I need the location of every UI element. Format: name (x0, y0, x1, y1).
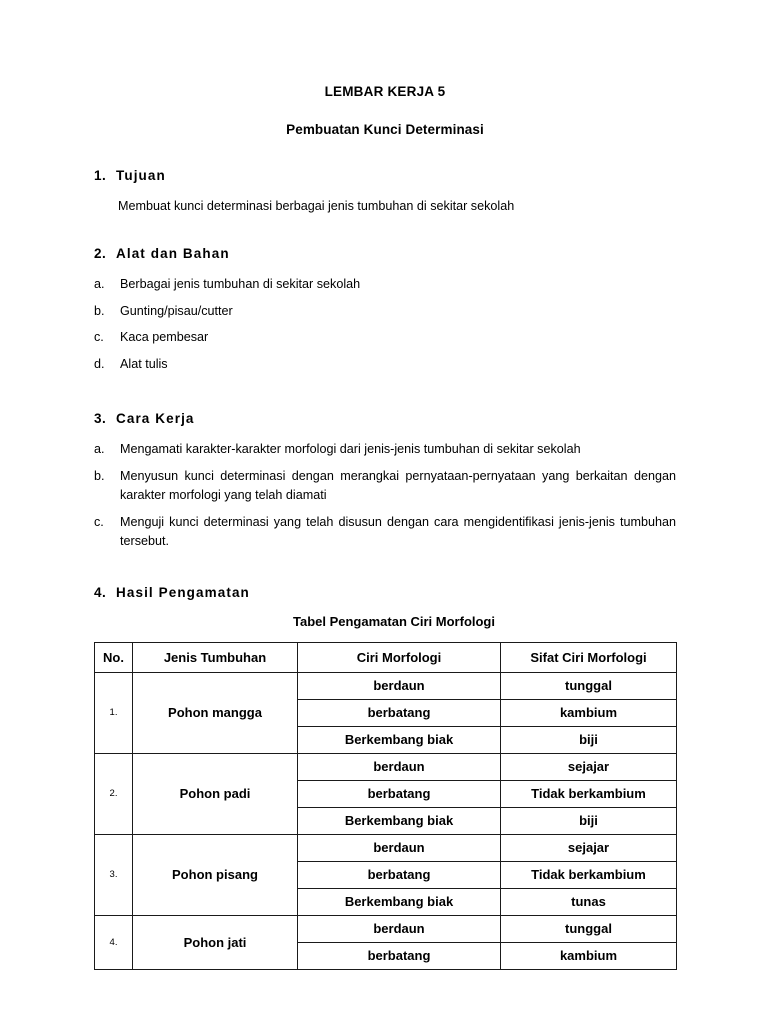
tujuan-paragraph: Membuat kunci determinasi berbagai jenis tumbuhan di sekitar sekolah (118, 199, 515, 214)
spacer (94, 216, 676, 246)
section-number: 3. (94, 411, 107, 427)
spacer (94, 559, 676, 585)
cell-ciri: berdaun (298, 915, 501, 942)
list-item-text: Kaca pembesar (120, 330, 209, 345)
cell-sifat: tunggal (501, 915, 677, 942)
cell-no: 4. (95, 915, 133, 969)
cell-ciri: berbatang (298, 861, 501, 888)
list-item-text: Menguji kunci determinasi yang telah disusun dengan cara mengidentifikasi jenis-jenis tumbuhan tersebut. (120, 514, 676, 549)
cell-plant-name: Pohon mangga (133, 672, 298, 753)
cell-plant-name: Pohon pisang (133, 834, 298, 915)
list-marker: a. (94, 442, 105, 457)
section-heading-tujuan (94, 168, 676, 183)
list-item-text: Mengamati karakter-karakter morfologi dari jenis-jenis tumbuhan di sekitar sekolah (120, 442, 581, 457)
column-header-sifat-ciri-morfologi: Sifat Ciri Morfologi (501, 642, 677, 672)
list-item (94, 302, 676, 322)
list-item (94, 275, 676, 295)
table-body (95, 672, 677, 969)
cell-ciri: Berkembang biak (298, 726, 501, 753)
list-item-text: Menyusun kunci determinasi dengan merangkai pernyataan-pernyataan yang berkaitan dengan karakter morfologi yang telah diamati (120, 468, 676, 503)
cell-sifat: kambium (501, 699, 677, 726)
materials-list (94, 275, 676, 374)
section-tujuan (94, 168, 676, 216)
cell-ciri: Berkembang biak (298, 888, 501, 915)
cell-sifat: Tidak berkambium (501, 780, 677, 807)
section-title: Hasil Pengamatan (116, 584, 250, 600)
cell-ciri: berdaun (298, 834, 501, 861)
cell-sifat: Tidak berkambium (501, 861, 677, 888)
table-row (95, 672, 677, 699)
section-number: 2. (94, 246, 107, 262)
table-header (95, 642, 677, 672)
cell-sifat: tunggal (501, 672, 677, 699)
table-row (95, 834, 677, 861)
cell-ciri: berdaun (298, 672, 501, 699)
cell-ciri: berbatang (298, 942, 501, 969)
section-heading-cara-kerja (94, 411, 676, 426)
section-hasil-pengamatan (94, 585, 676, 970)
table-header-row (95, 642, 677, 672)
list-item-text: Berbagai jenis tumbuhan di sekitar sekolah (120, 277, 361, 292)
section-title: Cara Kerja (116, 411, 195, 427)
column-header-ciri-morfologi: Ciri Morfologi (298, 642, 501, 672)
cell-sifat: biji (501, 726, 677, 753)
section-number: 1. (94, 168, 107, 184)
cell-ciri: Berkembang biak (298, 807, 501, 834)
cell-no: 2. (95, 753, 133, 834)
cell-sifat: sejajar (501, 753, 677, 780)
section-title: Tujuan (116, 168, 166, 184)
table-caption: Tabel Pengamatan Ciri Morfologi (292, 613, 495, 629)
column-header-jenis-tumbuhan: Jenis Tumbuhan (133, 642, 298, 672)
list-marker: c. (94, 514, 104, 529)
cell-no: 3. (95, 834, 133, 915)
table-row (95, 753, 677, 780)
cell-plant-name: Pohon jati (133, 915, 298, 969)
cell-ciri: berbatang (298, 780, 501, 807)
list-marker: b. (94, 468, 105, 483)
list-item (94, 328, 676, 348)
list-item (94, 355, 676, 375)
list-marker: a. (94, 277, 105, 292)
steps-list (94, 440, 676, 552)
cell-sifat: tunas (501, 888, 677, 915)
section-alat-dan-bahan (94, 246, 676, 374)
list-marker: c. (94, 330, 104, 345)
observation-table (94, 642, 677, 970)
list-item (94, 513, 676, 552)
cell-sifat: kambium (501, 942, 677, 969)
section-heading-hasil-pengamatan (94, 585, 676, 600)
document-subtitle: Pembuatan Kunci Determinasi (286, 122, 484, 138)
list-item (94, 440, 676, 460)
document-content (94, 84, 676, 970)
section-number: 4. (94, 584, 107, 600)
cell-ciri: berbatang (298, 699, 501, 726)
cell-sifat: biji (501, 807, 677, 834)
list-marker: d. (94, 356, 105, 371)
column-header-no: No. (95, 642, 133, 672)
section-heading-alat-dan-bahan (94, 246, 676, 261)
cell-plant-name: Pohon padi (133, 753, 298, 834)
table-row (95, 915, 677, 942)
list-item-text: Gunting/pisau/cutter (120, 303, 233, 318)
section-title: Alat dan Bahan (116, 246, 230, 262)
list-item (94, 467, 676, 506)
list-marker: b. (94, 303, 105, 318)
list-item-text: Alat tulis (120, 356, 168, 371)
spacer (94, 381, 676, 411)
section-cara-kerja (94, 411, 676, 552)
cell-no: 1. (95, 672, 133, 753)
document-title: LEMBAR KERJA 5 (324, 84, 446, 99)
cell-sifat: sejajar (501, 834, 677, 861)
cell-ciri: berdaun (298, 753, 501, 780)
